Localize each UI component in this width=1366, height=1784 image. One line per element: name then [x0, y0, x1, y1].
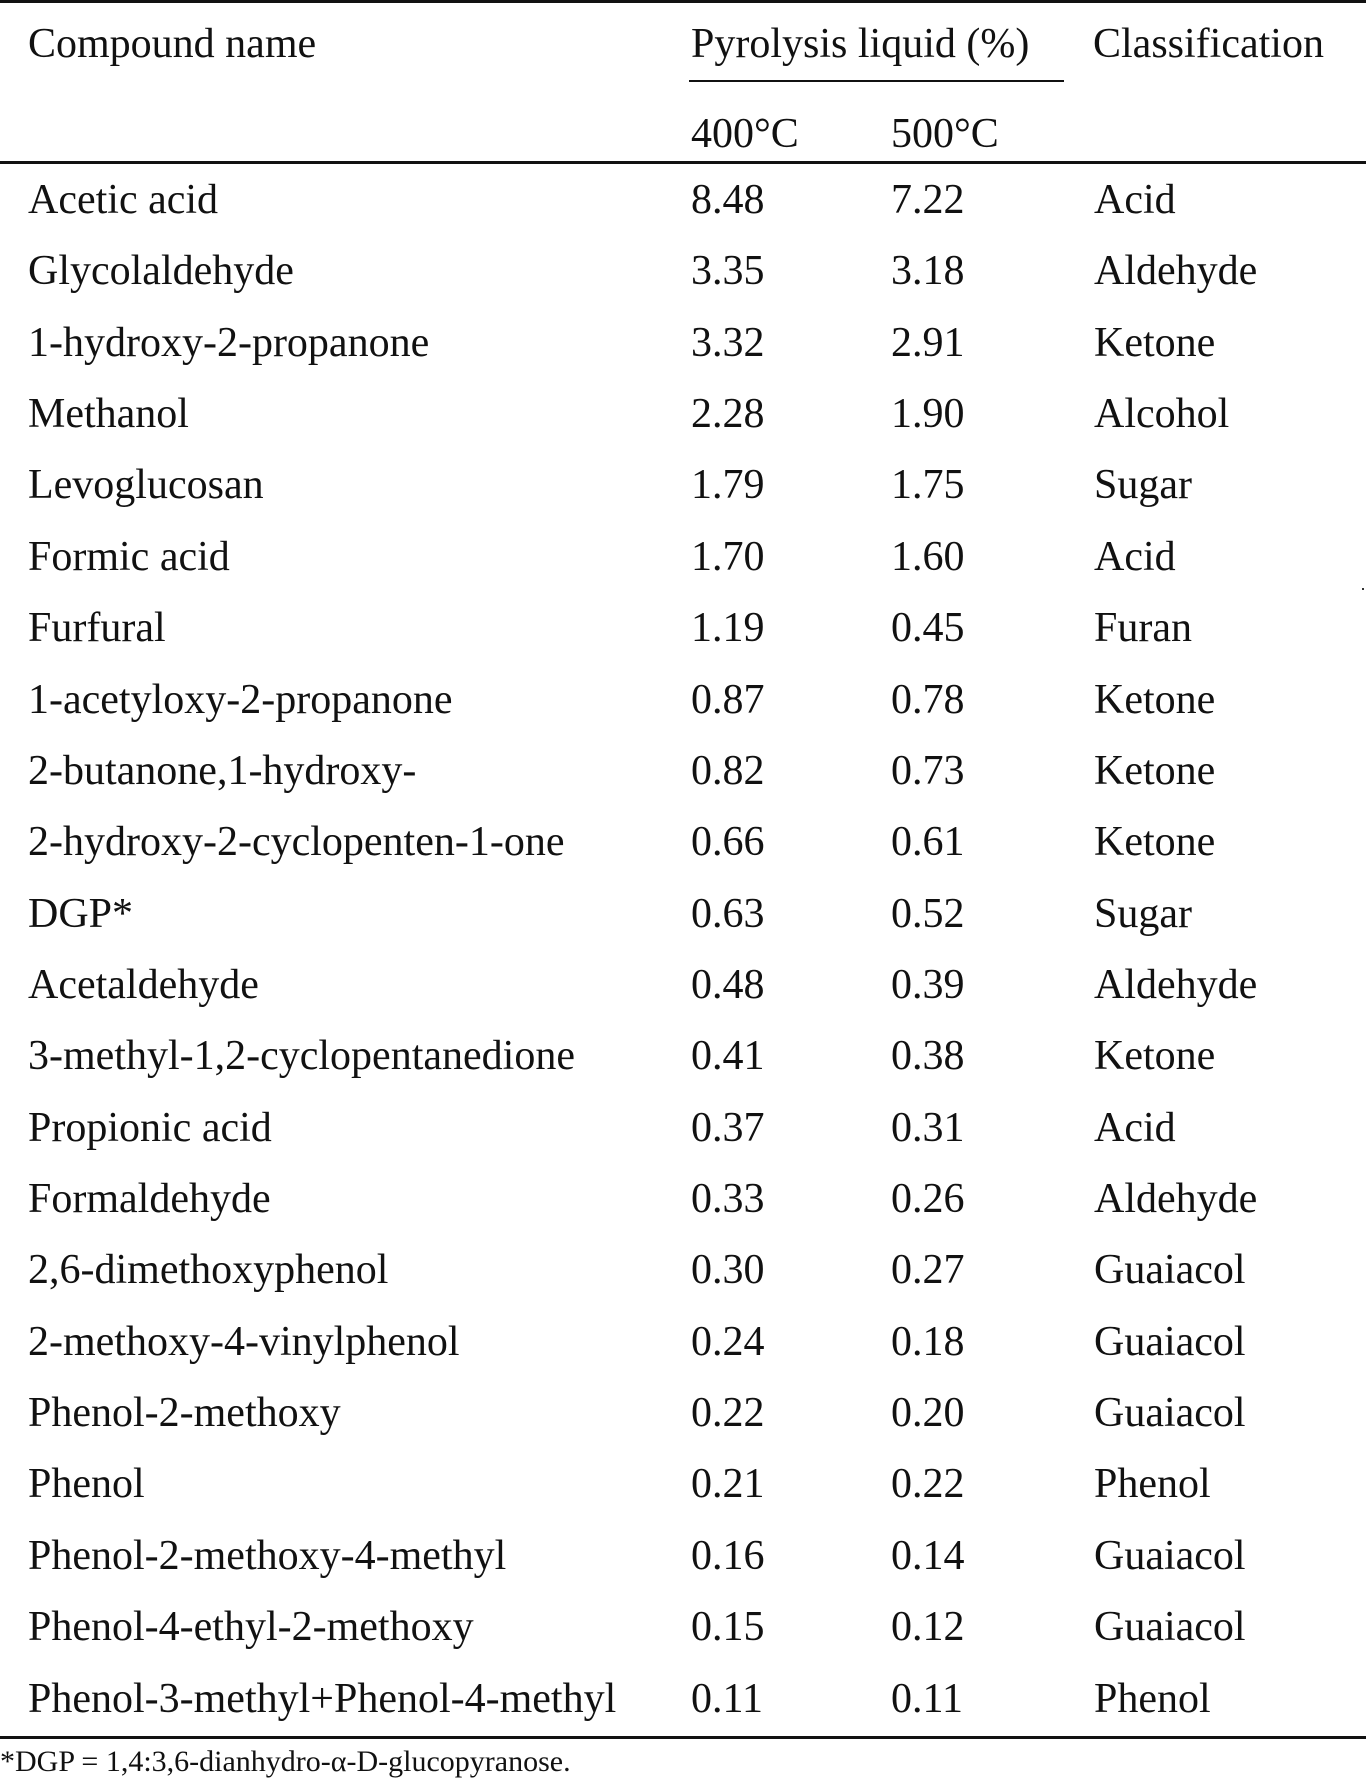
compound-name-cell: 1-acetyloxy-2-propanone	[28, 676, 453, 723]
margin-mark	[1362, 588, 1364, 590]
table-row	[0, 1383, 1366, 1454]
value-500-cell: 0.18	[891, 1318, 965, 1365]
classification-cell: Ketone	[1094, 1033, 1216, 1080]
compound-name-cell: DGP*	[28, 890, 134, 937]
footnote: *DGP = 1,4:3,6-dianhydro-α-D-glucopyranose.	[0, 1745, 571, 1778]
value-400-cell: 0.37	[691, 1104, 765, 1151]
value-400-cell: 0.30	[691, 1247, 765, 1294]
value-400-cell: 0.48	[691, 961, 765, 1008]
classification-cell: Ketone	[1094, 676, 1216, 723]
classification-cell: Sugar	[1094, 890, 1192, 937]
value-400-cell: 1.79	[691, 462, 765, 509]
value-500-cell: 0.61	[891, 819, 965, 866]
classification-cell: Sugar	[1094, 462, 1192, 509]
value-400-cell: 8.48	[691, 177, 765, 223]
value-400-cell: 1.70	[691, 533, 765, 580]
classification-cell: Aldehyde	[1094, 248, 1258, 295]
header-span-rule	[689, 80, 1064, 82]
classification-cell: Phenol	[1094, 1461, 1211, 1508]
value-400-cell: 0.87	[691, 676, 765, 723]
classification-cell: Alcohol	[1094, 391, 1230, 438]
compound-name-cell: 2-hydroxy-2-cyclopenten-1-one	[28, 819, 565, 866]
value-400-cell: 0.33	[691, 1176, 765, 1223]
value-500-cell: 0.31	[891, 1104, 965, 1151]
value-400-cell: 0.82	[691, 747, 765, 794]
classification-cell: Guaiacol	[1094, 1604, 1246, 1651]
classification-cell: Acid	[1094, 1104, 1176, 1151]
value-500-cell: 0.27	[891, 1247, 965, 1294]
classification-cell: Ketone	[1094, 319, 1216, 366]
value-500-cell: 0.14	[891, 1532, 965, 1579]
table-row	[0, 741, 1366, 812]
value-500-cell: 0.11	[891, 1675, 963, 1722]
classification-cell: Ketone	[1094, 747, 1216, 794]
table-row	[0, 1454, 1366, 1525]
value-500-cell: 1.75	[891, 462, 965, 509]
compound-name-cell: 2-butanone,1-hydroxy-	[28, 747, 417, 794]
table-row	[0, 812, 1366, 883]
table-row	[0, 241, 1366, 312]
compound-name-cell: Formic acid	[28, 533, 230, 580]
table-row	[0, 170, 1366, 241]
classification-cell: Furan	[1094, 605, 1192, 652]
table-row	[0, 1169, 1366, 1240]
classification-cell: Guaiacol	[1094, 1247, 1246, 1294]
value-400-cell: 0.15	[691, 1604, 765, 1651]
value-500-cell: 0.45	[891, 605, 965, 652]
compound-name-cell: Phenol-2-methoxy-4-methyl	[28, 1532, 507, 1579]
value-400-cell: 0.66	[691, 819, 765, 866]
value-400-cell: 1.19	[691, 605, 765, 652]
table-body	[0, 170, 1366, 1740]
classification-cell: Aldehyde	[1094, 961, 1258, 1008]
value-500-cell: 0.12	[891, 1604, 965, 1651]
value-400-cell: 2.28	[691, 391, 765, 438]
header-compound-name: Compound name	[28, 21, 317, 67]
value-500-cell: 0.22	[891, 1461, 965, 1508]
table-row	[0, 598, 1366, 669]
compound-name-cell: Methanol	[28, 391, 189, 438]
classification-cell: Guaiacol	[1094, 1390, 1246, 1437]
table-row	[0, 670, 1366, 741]
compound-name-cell: Acetaldehyde	[28, 961, 259, 1008]
value-400-cell: 0.41	[691, 1033, 765, 1080]
value-500-cell: 0.20	[891, 1390, 965, 1437]
value-500-cell: 0.39	[891, 961, 965, 1008]
value-500-cell: 0.78	[891, 676, 965, 723]
table-row	[0, 884, 1366, 955]
compound-name-cell: Phenol-4-ethyl-2-methoxy	[28, 1604, 474, 1651]
table-row	[0, 384, 1366, 455]
table-row	[0, 313, 1366, 384]
classification-cell: Ketone	[1094, 819, 1216, 866]
table-row	[0, 1312, 1366, 1383]
compound-name-cell: 3-methyl-1,2-cyclopentanedione	[28, 1033, 575, 1080]
compound-name-cell: 2-methoxy-4-vinylphenol	[28, 1318, 460, 1365]
table-row	[0, 455, 1366, 526]
compound-name-cell: Phenol-2-methoxy	[28, 1390, 341, 1437]
classification-cell: Guaiacol	[1094, 1532, 1246, 1579]
value-500-cell: 7.22	[891, 177, 965, 223]
table-row	[0, 1669, 1366, 1740]
value-400-cell: 3.35	[691, 248, 765, 295]
classification-cell: Phenol	[1094, 1675, 1211, 1722]
table-row	[0, 955, 1366, 1026]
compound-name-cell: Furfural	[28, 605, 166, 652]
header-temp-400: 400°C	[691, 111, 799, 157]
table-row	[0, 1240, 1366, 1311]
header-pyrolysis-liquid: Pyrolysis liquid (%)	[691, 21, 1030, 67]
table-row	[0, 1098, 1366, 1169]
compound-name-cell: Propionic acid	[28, 1104, 272, 1151]
compound-name-cell: 2,6-dimethoxyphenol	[28, 1247, 389, 1294]
value-500-cell: 2.91	[891, 319, 965, 366]
value-400-cell: 3.32	[691, 319, 765, 366]
table-bottom-rule	[0, 1736, 1366, 1739]
compound-name-cell: Acetic acid	[28, 177, 219, 223]
value-400-cell: 0.11	[691, 1675, 763, 1722]
value-400-cell: 0.21	[691, 1461, 765, 1508]
classification-cell: Acid	[1094, 177, 1176, 223]
header-bottom-rule	[0, 161, 1366, 164]
value-400-cell: 0.63	[691, 890, 765, 937]
table-top-rule	[0, 0, 1366, 3]
compound-name-cell: Levoglucosan	[28, 462, 264, 509]
compound-name-cell: Formaldehyde	[28, 1176, 271, 1223]
table-row	[0, 1526, 1366, 1597]
value-400-cell: 0.22	[691, 1390, 765, 1437]
classification-cell: Acid	[1094, 533, 1176, 580]
value-500-cell: 0.73	[891, 747, 965, 794]
compound-name-cell: Glycolaldehyde	[28, 248, 294, 295]
value-500-cell: 1.90	[891, 391, 965, 438]
value-500-cell: 0.52	[891, 890, 965, 937]
compound-name-cell: Phenol-3-methyl+Phenol-4-methyl	[28, 1675, 617, 1722]
value-400-cell: 0.24	[691, 1318, 765, 1365]
table-row	[0, 1597, 1366, 1668]
value-500-cell: 0.26	[891, 1176, 965, 1223]
table-row	[0, 527, 1366, 598]
table-row	[0, 1026, 1366, 1097]
classification-cell: Aldehyde	[1094, 1176, 1258, 1223]
compound-name-cell: 1-hydroxy-2-propanone	[28, 319, 430, 366]
value-400-cell: 0.16	[691, 1532, 765, 1579]
classification-cell: Guaiacol	[1094, 1318, 1246, 1365]
value-500-cell: 1.60	[891, 533, 965, 580]
header-classification: Classification	[1093, 21, 1324, 67]
value-500-cell: 3.18	[891, 248, 965, 295]
value-500-cell: 0.38	[891, 1033, 965, 1080]
header-temp-500: 500°C	[891, 111, 999, 157]
compound-name-cell: Phenol	[28, 1461, 145, 1508]
